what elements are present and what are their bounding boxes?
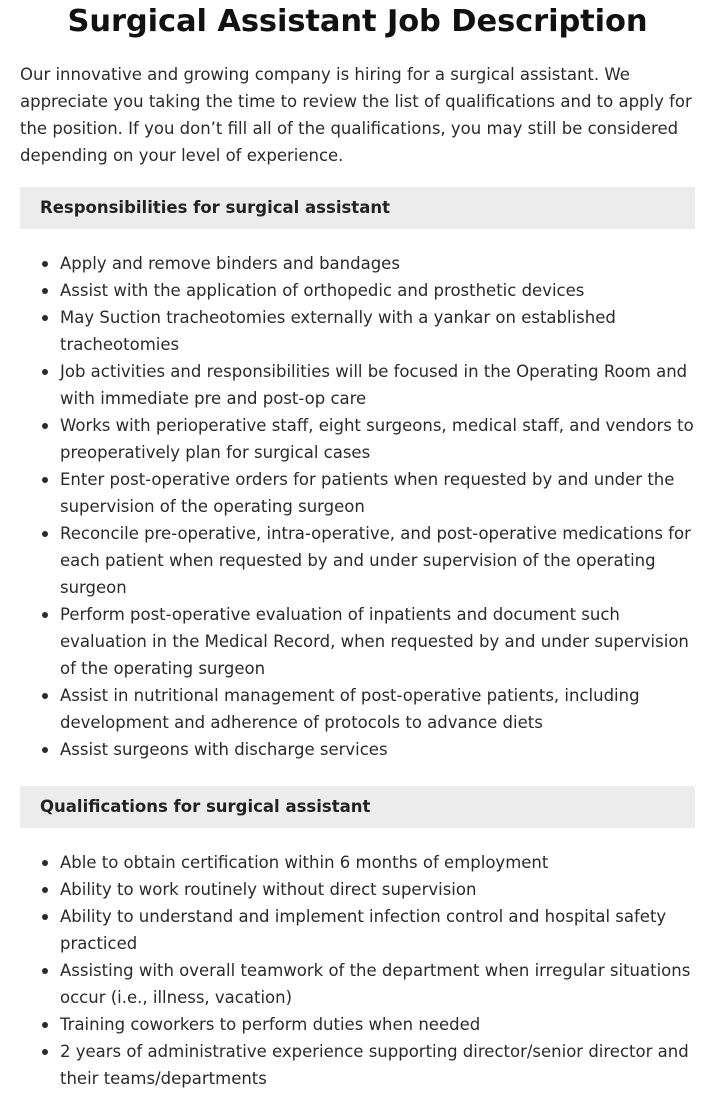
section-heading-qualifications: Qualifications for surgical assistant [20,786,695,828]
list-item: Assist in nutritional management of post-operative patients, including development and adherence of protocols to advance diets [20,682,695,736]
list-item: Assist with the application of orthopedic and prosthetic devices [20,277,695,304]
list-item: Works with perioperative staff, eight surgeons, medical staff, and vendors to preoperatively plan for surgical cases [20,412,695,466]
qualifications-section [20,786,695,1092]
list-item: Ability to work routinely without direct supervision [20,876,695,903]
list-item: Perform post-operative evaluation of inpatients and document such evaluation in the Medical Record, when requested by and under supervision of the operating surgeon [20,601,695,682]
list-item: Apply and remove binders and bandages [20,250,695,277]
list-item: Job activities and responsibilities will be focused in the Operating Room and with immediate pre and post-op care [20,358,695,412]
responsibilities-section [20,187,695,763]
list-item: Assist surgeons with discharge services [20,736,695,763]
list-item: Enter post-operative orders for patients when requested by and under the supervision of the operating surgeon [20,466,695,520]
list-item: Assisting with overall teamwork of the department when irregular situations occur (i.e., illness, vacation) [20,957,695,1011]
list-item: May Suction tracheotomies externally with a yankar on established tracheotomies [20,304,695,358]
page-title: Surgical Assistant Job Description [67,4,648,39]
list-item: Reconcile pre-operative, intra-operative, and post-operative medications for each patient when requested by and under supervision of the operating surgeon [20,520,695,601]
list-item: Able to obtain certification within 6 months of employment [20,849,695,876]
section-heading-responsibilities: Responsibilities for surgical assistant [20,187,695,229]
list-item: 2 years of administrative experience supporting director/senior director and their teams/departments [20,1038,695,1092]
responsibilities-list [20,250,695,763]
list-item: Training coworkers to perform duties when needed [20,1011,695,1038]
qualifications-list [20,849,695,1092]
intro-paragraph: Our innovative and growing company is hiring for a surgical assistant. We appreciate you taking the time to review the list of qualifications and to apply for the position. If you don’t fill all of the qualifications, you may still be considered depending on your level of experience. [20,65,692,165]
list-item: Ability to understand and implement infection control and hospital safety practiced [20,903,695,957]
